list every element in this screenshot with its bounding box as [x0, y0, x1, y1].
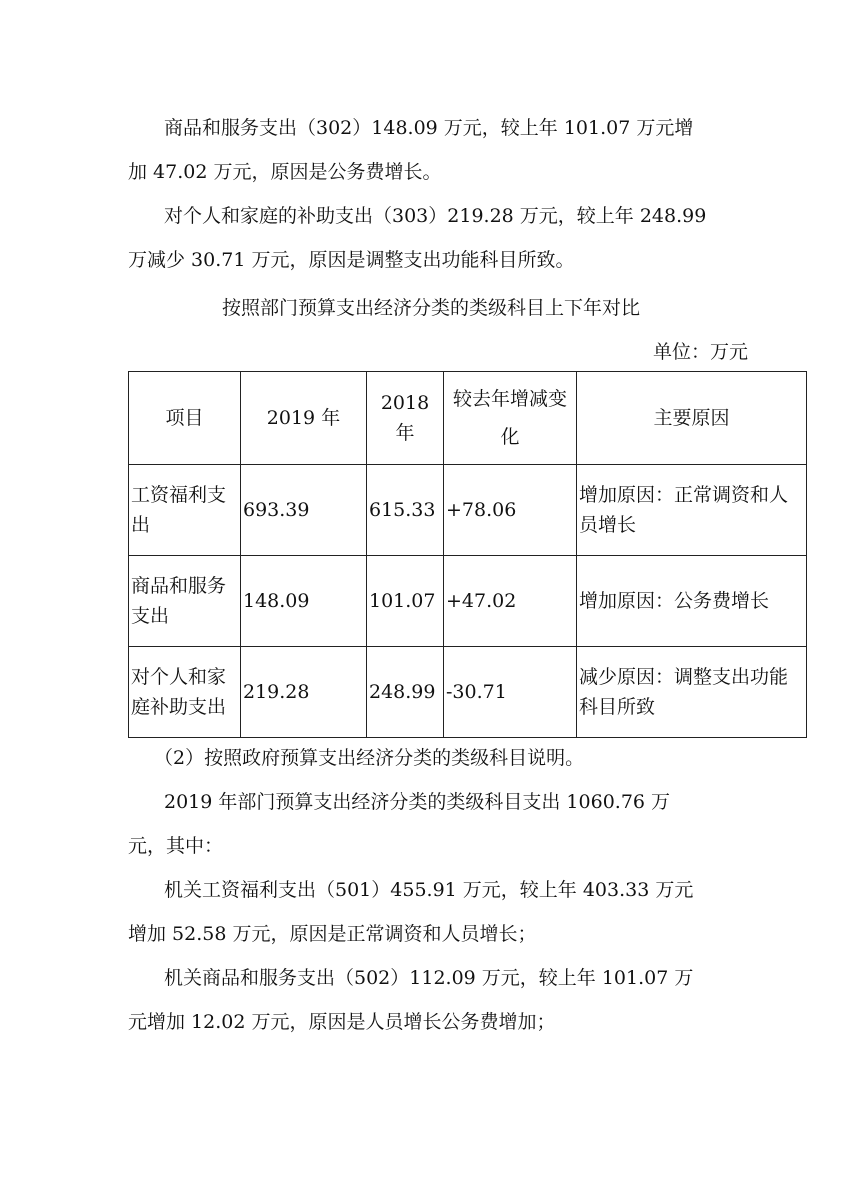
- text-line: 加 47.02 万元，原因是公务费增长。: [128, 161, 442, 183]
- table-unit: 单位：万元: [652, 341, 748, 363]
- paragraph-economic-total: [128, 780, 748, 868]
- paragraph-agency-wages: [128, 868, 748, 956]
- cell-change: +47.02: [444, 556, 577, 647]
- table-row: [129, 556, 807, 647]
- text-line: 增加 52.58 万元，原因是正常调资和人员增长；: [128, 923, 537, 945]
- cell-reason: 增加原因：公务费增长: [577, 556, 807, 647]
- paragraph-agency-goods: [128, 956, 748, 1044]
- cell-2018: 615.33: [367, 465, 444, 556]
- cell-item: 工资福利支出: [129, 465, 241, 556]
- cell-reason: 减少原因：调整支出功能科目所致: [577, 647, 807, 738]
- cell-2018: 248.99: [367, 647, 444, 738]
- cell-2019: 219.28: [241, 647, 367, 738]
- text-line: 机关工资福利支出（501）455.91 万元，较上年 403.33 万元: [164, 879, 694, 901]
- cell-reason: 增加原因：正常调资和人员增长: [577, 465, 807, 556]
- paragraph-subsidy: [128, 194, 748, 282]
- table-row: [129, 465, 807, 556]
- header-item: 项目: [129, 372, 241, 465]
- text-line: （2）按照政府预算支出经济分类的类级科目说明。: [154, 747, 585, 769]
- section-2-heading: [128, 736, 748, 780]
- text-line: 商品和服务支出（302）148.09 万元，较上年 101.07 万元增: [164, 117, 694, 139]
- header-change: 较去年增减变化: [444, 372, 577, 465]
- cell-item: 商品和服务支出: [129, 556, 241, 647]
- table-header-row: [129, 372, 807, 465]
- table-caption: 按照部门预算支出经济分类的类级科目上下年对比: [221, 297, 640, 319]
- budget-comparison-table: [128, 371, 807, 738]
- text-line: 元，其中：: [128, 835, 224, 857]
- cell-item: 对个人和家庭补助支出: [129, 647, 241, 738]
- text-line: 机关商品和服务支出（502）112.09 万元，较上年 101.07 万: [164, 967, 694, 989]
- text-line: 2019 年部门预算支出经济分类的类级科目支出 1060.76 万: [164, 791, 671, 813]
- header-2019: 2019 年: [241, 372, 367, 465]
- text-line: 对个人和家庭的补助支出（303）219.28 万元，较上年 248.99: [164, 205, 707, 227]
- text-line: 元增加 12.02 万元，原因是人员增长公务费增加；: [128, 1011, 556, 1033]
- table-row: [129, 647, 807, 738]
- header-2018: 2018 年: [367, 372, 444, 465]
- paragraph-goods-services: [128, 106, 748, 194]
- cell-change: +78.06: [444, 465, 577, 556]
- text-line: 万减少 30.71 万元，原因是调整支出功能科目所致。: [128, 249, 575, 271]
- cell-2019: 148.09: [241, 556, 367, 647]
- cell-2018: 101.07: [367, 556, 444, 647]
- cell-change: -30.71: [444, 647, 577, 738]
- cell-2019: 693.39: [241, 465, 367, 556]
- header-reason: 主要原因: [577, 372, 807, 465]
